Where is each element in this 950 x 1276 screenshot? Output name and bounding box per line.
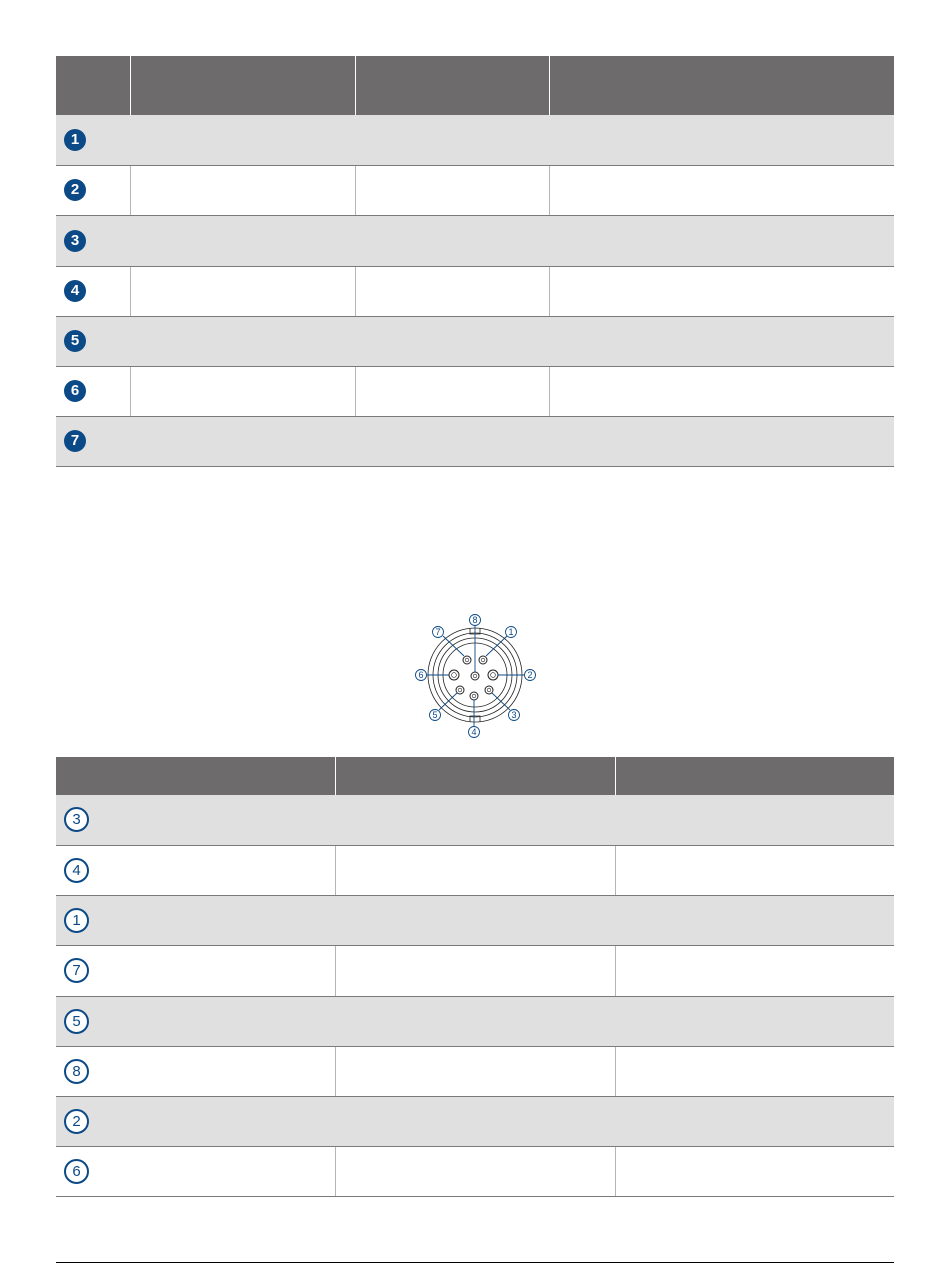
pin-cell <box>56 1146 335 1196</box>
pin-number-icon: 8 <box>64 1059 89 1084</box>
table-cell <box>549 215 894 266</box>
pin-inner <box>473 674 477 678</box>
callout-number-icon: 7 <box>64 430 86 452</box>
table-cell <box>130 165 355 215</box>
table-cell <box>335 1146 615 1196</box>
callout-cell <box>56 266 130 316</box>
header-cell-2 <box>355 56 549 115</box>
callout-label-1: 1 <box>508 627 514 638</box>
table-cell <box>335 1046 615 1096</box>
callout-number-icon: 5 <box>64 330 86 352</box>
pin-inner <box>491 673 496 678</box>
header-cell-3 <box>549 56 894 115</box>
wiring-table <box>56 56 894 467</box>
table-cell <box>355 165 549 215</box>
table-cell <box>549 416 894 466</box>
table-row <box>56 266 894 316</box>
table-cell <box>130 416 355 466</box>
table-header-row <box>56 757 894 795</box>
callout-cell <box>56 366 130 416</box>
pin-inner <box>458 688 462 692</box>
table-cell <box>335 895 615 945</box>
table-cell <box>355 115 549 165</box>
pinout-table <box>56 757 894 1197</box>
callout-label-5: 5 <box>432 710 438 721</box>
table-row <box>56 1046 894 1096</box>
table-row <box>56 1146 894 1196</box>
header-cell-pin <box>56 757 335 795</box>
table-cell <box>355 215 549 266</box>
pin-number-icon: 2 <box>64 1109 89 1134</box>
pin-cell <box>56 996 335 1046</box>
table-cell <box>549 115 894 165</box>
callout-cell <box>56 316 130 366</box>
table-cell <box>549 316 894 366</box>
table-row <box>56 1096 894 1146</box>
pin-number-icon: 6 <box>64 1159 89 1184</box>
table-row <box>56 215 894 266</box>
table-row <box>56 845 894 895</box>
pin-number-icon: 7 <box>64 958 89 983</box>
table-cell <box>549 266 894 316</box>
table-row <box>56 165 894 215</box>
table-row <box>56 416 894 466</box>
table-cell <box>615 1146 894 1196</box>
pin-number-icon: 4 <box>64 858 89 883</box>
table-cell <box>615 996 894 1046</box>
pin-number-icon: 5 <box>64 1009 89 1034</box>
callout-label-6: 6 <box>418 670 424 681</box>
table-row <box>56 115 894 165</box>
pin-inner <box>487 688 491 692</box>
callout-number-icon: 6 <box>64 380 86 402</box>
pin-inner <box>465 658 469 662</box>
table-cell <box>355 266 549 316</box>
table-cell <box>335 996 615 1046</box>
table-cell <box>130 316 355 366</box>
pin-cell <box>56 1046 335 1096</box>
table-cell <box>549 165 894 215</box>
table-cell <box>615 795 894 845</box>
pin-cell <box>56 895 335 945</box>
callout-label-2: 2 <box>527 670 533 681</box>
table-cell <box>130 266 355 316</box>
table-cell <box>615 895 894 945</box>
callout-cell <box>56 416 130 466</box>
callout-number-icon: 1 <box>64 129 86 151</box>
callout-label-7: 7 <box>435 627 441 638</box>
table-cell <box>355 416 549 466</box>
header-cell-2 <box>615 757 894 795</box>
table-cell <box>615 1096 894 1146</box>
callout-label-8: 8 <box>472 615 478 626</box>
table-cell <box>615 845 894 895</box>
table-header-row <box>56 56 894 115</box>
table-cell <box>335 845 615 895</box>
table-cell <box>130 366 355 416</box>
pin-inner <box>481 658 485 662</box>
pin-number-icon: 3 <box>64 807 89 832</box>
header-cell-callout <box>56 56 130 115</box>
pin-cell <box>56 795 335 845</box>
callout-cell <box>56 215 130 266</box>
header-cell-1 <box>335 757 615 795</box>
table-cell <box>355 316 549 366</box>
connector-pinout-diagram <box>410 612 545 742</box>
table-cell <box>615 945 894 996</box>
pin-inner <box>472 694 476 698</box>
pin-cell <box>56 845 335 895</box>
table-row <box>56 366 894 416</box>
table-row <box>56 795 894 845</box>
table-row <box>56 895 894 945</box>
table-cell <box>549 366 894 416</box>
callout-number-icon: 3 <box>64 230 86 252</box>
footer-divider <box>56 1262 894 1263</box>
table-cell <box>335 1096 615 1146</box>
header-cell-1 <box>130 56 355 115</box>
pin-cell <box>56 1096 335 1146</box>
callout-cell <box>56 165 130 215</box>
table-row <box>56 316 894 366</box>
table-row <box>56 996 894 1046</box>
pin-number-icon: 1 <box>64 908 89 933</box>
callout-number-icon: 2 <box>64 179 86 201</box>
callout-label-3: 3 <box>511 710 517 721</box>
table-cell <box>130 215 355 266</box>
callout-number-icon: 4 <box>64 280 86 302</box>
callout-label-4: 4 <box>471 727 477 738</box>
table-cell <box>355 366 549 416</box>
callout-cell <box>56 115 130 165</box>
pin-cell <box>56 945 335 996</box>
table-row <box>56 945 894 996</box>
table-cell <box>335 945 615 996</box>
table-cell <box>335 795 615 845</box>
table-cell <box>130 115 355 165</box>
table-cell <box>615 1046 894 1096</box>
pin-inner <box>452 673 457 678</box>
